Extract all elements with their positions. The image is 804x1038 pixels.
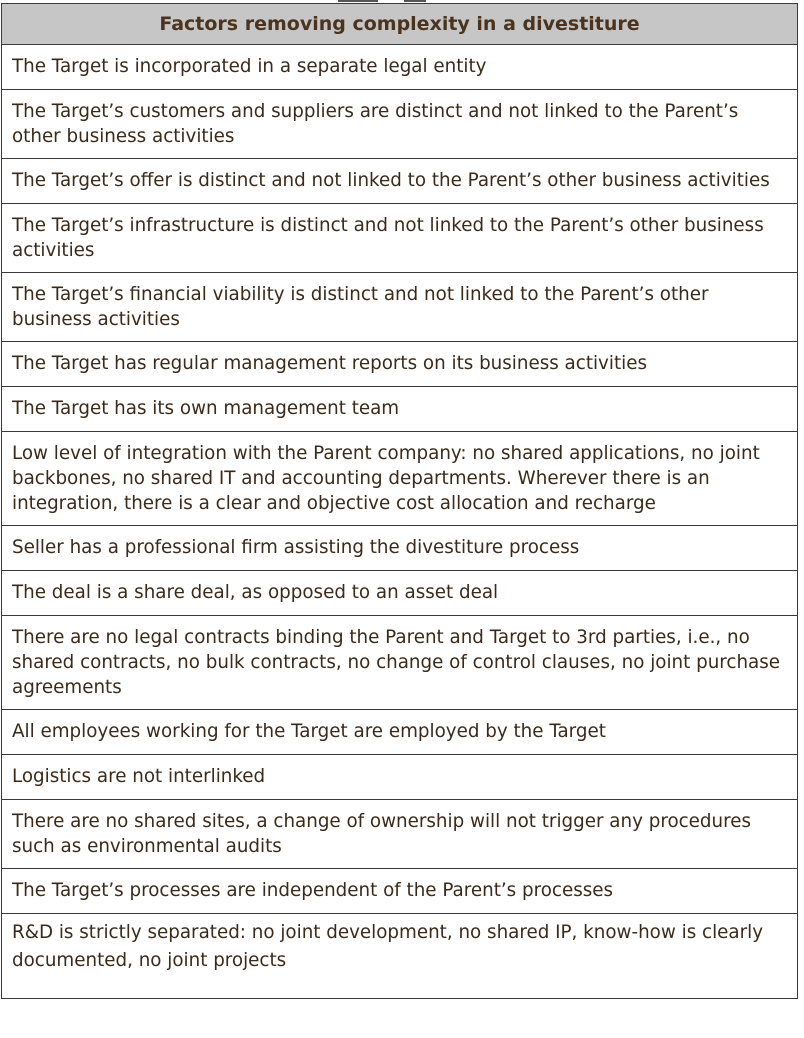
table-row: Low level of integration with the Parent company: no shared applications, no joint backbones, no shared IT and accounting departments. Wherever there is an integration, there is a clear and objective cost allocation and recharge [2, 432, 798, 526]
table-row: The Target has regular management reports on its business activities [2, 342, 798, 387]
table-header: Factors removing complexity in a divestiture [2, 4, 798, 45]
table-row: The Target’s offer is distinct and not linked to the Parent’s other business activities [2, 159, 798, 204]
table-row: The Target’s infrastructure is distinct and not linked to the Parent’s other business activities [2, 204, 798, 273]
table-row: There are no legal contracts binding the Parent and Target to 3rd parties, i.e., no shared contracts, no bulk contracts, no change of control clauses, no joint purchase agreements [2, 616, 798, 710]
table-row: R&D is strictly separated: no joint development, no shared IP, know-how is clearly documented, no joint projects [2, 914, 798, 999]
table-row: The Target’s financial viability is distinct and not linked to the Parent’s other business activities [2, 273, 798, 342]
table-row: The Target is incorporated in a separate legal entity [2, 45, 798, 90]
table-row: Seller has a professional firm assisting the divestiture process [2, 526, 798, 571]
divestiture-factors-table [1, 3, 798, 999]
table-row: The Target’s processes are independent of the Parent’s processes [2, 869, 798, 914]
table-row: Logistics are not interlinked [2, 755, 798, 800]
table-row: The Target has its own management team [2, 387, 798, 432]
table-row: The deal is a share deal, as opposed to an asset deal [2, 571, 798, 616]
table-row: The Target’s customers and suppliers are distinct and not linked to the Parent’s other business activities [2, 90, 798, 159]
table-row: All employees working for the Target are employed by the Target [2, 710, 798, 755]
table-row: There are no shared sites, a change of ownership will not trigger any procedures such as environmental audits [2, 800, 798, 869]
